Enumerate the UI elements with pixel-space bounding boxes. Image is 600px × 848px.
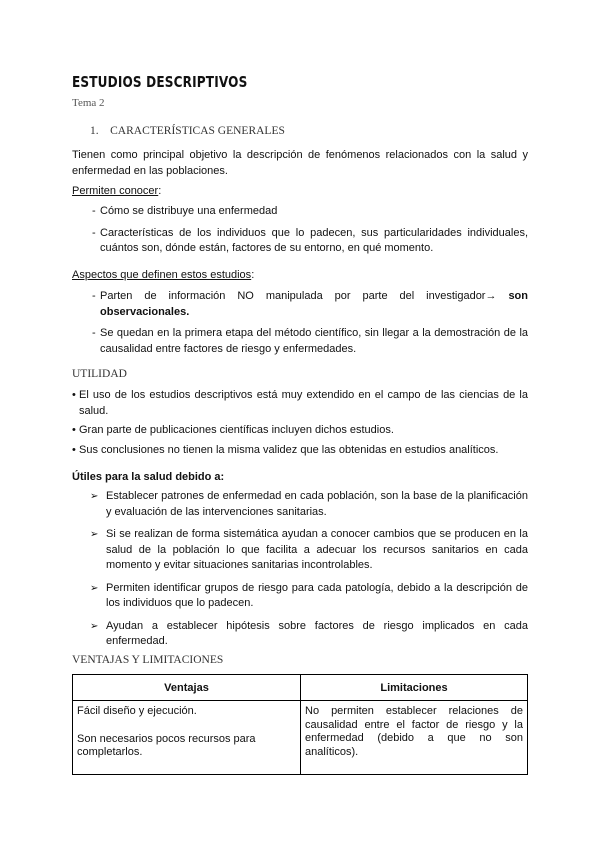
aspectos-label-colon: : bbox=[251, 269, 255, 281]
list-item-text: Gran parte de publicaciones científicas incluyen dichos estudios. bbox=[79, 424, 394, 436]
list-item bbox=[72, 388, 528, 419]
intro-paragraph: Tienen como principal objetivo la descripción de fenómenos relacionados con la salud y enfermedad en las poblaciones. bbox=[72, 149, 528, 177]
dash-bullet: - bbox=[92, 226, 96, 239]
list-item bbox=[72, 289, 528, 320]
ventajas-limitaciones-table bbox=[72, 674, 528, 775]
dash-bullet: - bbox=[92, 290, 96, 302]
list-item-text: Sus conclusiones no tienen la misma validez que las obtenidas en estudios analíticos. bbox=[79, 443, 499, 456]
list-item bbox=[72, 581, 528, 612]
list-item bbox=[72, 527, 528, 574]
column-header-limitaciones: Limitaciones bbox=[301, 675, 528, 701]
permiten-label bbox=[72, 184, 528, 200]
list-item-text: Ayudan a establecer hipótesis sobre factores de riesgo implicados en cada enfermedad. bbox=[106, 619, 528, 647]
utiles-list bbox=[72, 489, 528, 657]
permiten-list bbox=[72, 204, 528, 263]
utilidad-list bbox=[72, 388, 528, 464]
permiten-label-text: Permiten conocer bbox=[72, 185, 159, 197]
list-item bbox=[72, 326, 528, 357]
limitaciones-cell: No permiten establecer relaciones de causalidad entre el factor de riesgo y la enfermedad (debido a que no son analíticos). bbox=[301, 701, 528, 775]
list-item-text: Si se realizan de forma sistemática ayudan a conocer cambios que se producen en la salud de la población lo que facilita a adecuar los recursos sanitarios en cada momento y evitar situaciones sanitarias incontrolables. bbox=[106, 528, 528, 571]
utiles-heading: Útiles para la salud debido a: bbox=[72, 471, 225, 483]
list-item-text: El uso de los estudios descriptivos está muy extendido en el campo de las ciencias de la salud. bbox=[79, 389, 528, 417]
document-subtitle: Tema 2 bbox=[72, 97, 105, 109]
dot-bullet: • bbox=[72, 424, 76, 436]
section-heading-caracteristicas: 1. CARACTERÍSTICAS GENERALES bbox=[90, 125, 285, 137]
list-item bbox=[72, 226, 528, 257]
section-heading-utilidad: UTILIDAD bbox=[72, 368, 127, 380]
ventaja-item: Fácil diseño y ejecución. bbox=[77, 705, 197, 717]
dash-bullet: - bbox=[92, 327, 96, 339]
aspectos-label-text: Aspectos que definen estos estudios bbox=[72, 269, 252, 281]
column-header-ventajas: Ventajas bbox=[73, 675, 301, 701]
list-item-text: Establecer patrones de enfermedad en cada población, son la base de la planificación y evaluación de las intervenciones sanitarias. bbox=[106, 490, 528, 518]
ventaja-item: Son necesarios pocos recursos para completarlos. bbox=[77, 732, 256, 758]
dot-bullet: • bbox=[72, 389, 76, 401]
arrow-bullet-icon: ➢ bbox=[90, 620, 99, 632]
table-row bbox=[73, 701, 528, 775]
document-title: ESTUDIOS DESCRIPTIVOS bbox=[72, 73, 248, 91]
list-item-text: Permiten identificar grupos de riesgo para cada patología, debido a la descripción de los individuos que lo padecen. bbox=[106, 581, 528, 609]
list-item-text: Cómo se distribuye una enfermedad bbox=[100, 205, 278, 217]
list-item bbox=[72, 204, 528, 220]
list-item bbox=[72, 619, 528, 650]
dot-bullet: • bbox=[72, 443, 76, 456]
section-heading-ventajas: VENTAJAS Y LIMITACIONES bbox=[72, 654, 224, 666]
list-item-bold-text: son observacionales. bbox=[100, 290, 528, 318]
list-item-text: Se quedan en la primera etapa del método científico, sin llegar a la demostración de la causalidad entre factores de riesgo y enfermedades. bbox=[100, 327, 528, 355]
list-item bbox=[72, 423, 528, 439]
permiten-label-colon: : bbox=[158, 185, 162, 197]
dash-bullet: - bbox=[92, 205, 96, 217]
table-header-row bbox=[73, 675, 528, 701]
aspectos-label bbox=[72, 268, 528, 284]
list-item-text: Parten de información NO manipulada por parte del investigador→ bbox=[100, 290, 509, 302]
arrow-bullet-icon: ➢ bbox=[90, 491, 99, 502]
list-item-text: Características de los individuos que lo padecen, sus particularidades individuales, cuántos son, dónde están, factores de su entorno, en qué momento. bbox=[100, 226, 528, 254]
list-item bbox=[72, 489, 528, 520]
aspectos-list bbox=[72, 289, 528, 363]
arrow-bullet-icon: ➢ bbox=[90, 529, 99, 540]
list-item bbox=[72, 443, 528, 459]
ventajas-cell bbox=[73, 701, 301, 775]
arrow-bullet-icon: ➢ bbox=[90, 582, 99, 594]
